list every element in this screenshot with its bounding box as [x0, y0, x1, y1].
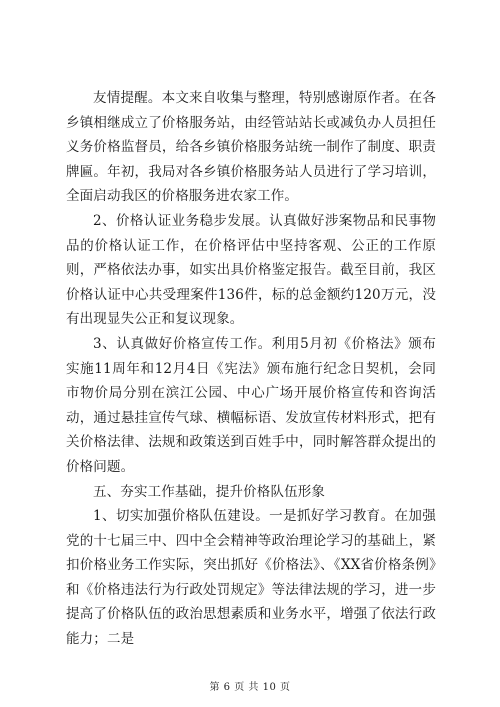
page-footer: 第 6 页 共 10 页 [209, 682, 291, 693]
paragraph-team-building: 1、切实加强价格队伍建设。一是抓好学习教育。在加强党的十七届三中、四中全会精神等政治理论学习的基础上，紧扣价格业务工作实际，突出抓好《价格法》、《XX省价格条例》和《价格违法行为行政处罚规定》等法律法规的学习，进一步提高了价格队伍的政治思想素质和业务水平，增强了依法行政能力；二是 [66, 508, 436, 648]
section-heading: 五、夯实工作基础，提升价格队伍形象 [93, 483, 326, 500]
paragraph-intro: 友情提醒。本文来自收集与整理，特别感谢原作者。在各乡镇相继成立了价格服务站，由经管站站长或减负办人员担任义务价格监督员，给各乡镇价格服务站统一制作了制度、职责牌匾。年初，我局对各乡镇价格服务站人员进行了学习培训，全面启动我区的价格服务进农家工作。 [66, 90, 436, 205]
paragraph-price-publicity: 3、认真做好价格宣传工作。利用5月初《价格法》颁布实施11周年和12月4日《宪法》颁布施行纪念日契机，会同市物价局分别在滨江公园、中心广场开展价格宣传和咨询活动，通过悬挂宣传气球、横幅标语、发放宣传材料形式，把有关价格法律、法规和政策送到百姓手中，同时解答群众提出的价格问题。 [66, 335, 436, 475]
paragraph-price-certification: 2、价格认证业务稳步发展。认真做好涉案物品和民事物品的价格认证工作，在价格评估中坚持客观、公正的工作原则，严格依法办事，如实出具价格鉴定报告。截至目前，我区价格认证中心共受理案件136件，标的总金额约120万元，没有出现显失公正和复议现象。 [66, 212, 436, 328]
document-body [66, 86, 436, 652]
